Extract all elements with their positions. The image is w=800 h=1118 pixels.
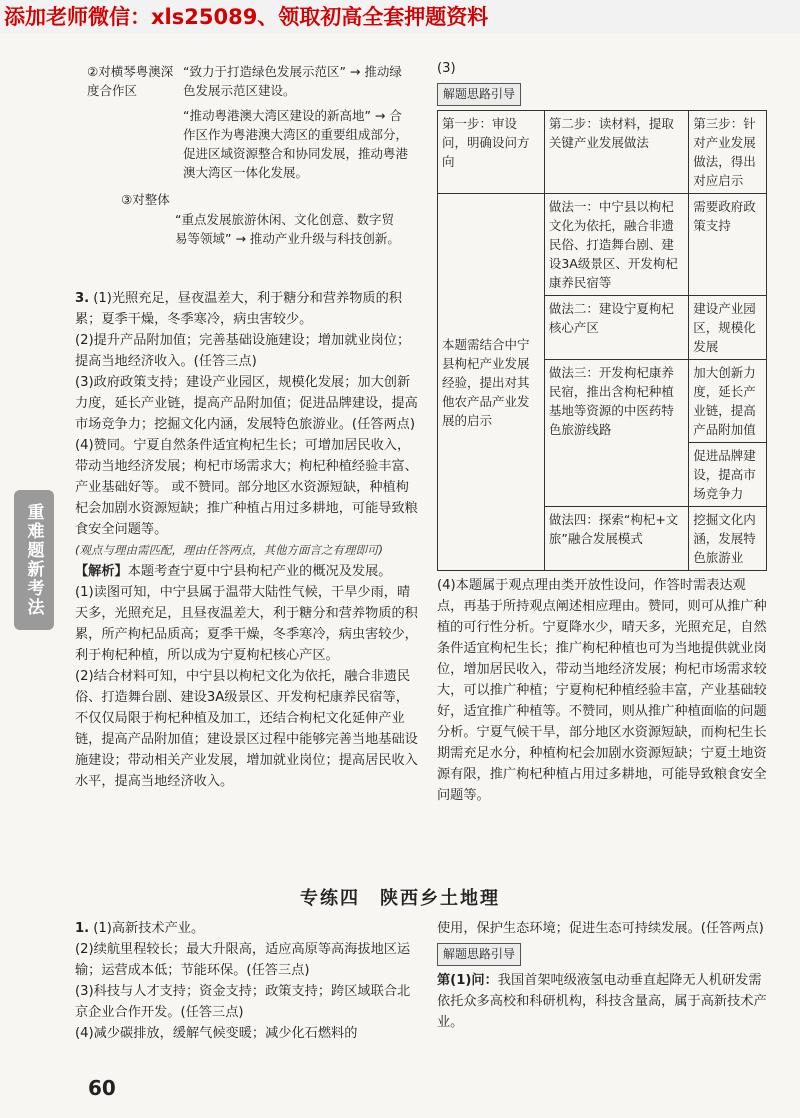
left-column [75, 60, 420, 792]
diagram-line1b: “致力于打造绿色发展示范区” → 推动绿色发展示范区建设。 [183, 64, 402, 98]
table-header-2: 第二步：读材料，提取关键产业发展做法 [544, 111, 688, 194]
q3-number: 3. [75, 291, 90, 306]
q3-4-explain: (4)本题属于观点理由类开放性设问，作答时需表达观点，再基于所持观点阐述相应理由。赞同，则可从推广种植的可行性分析。宁夏降水少，晴天多，光照充足，自然条件适宜枸杞生长；推广枸杞种植也可为当地提供就业岗位，增加居民收入，带动当地经济发展；枸杞市场需求较大，可以推广种植；宁夏枸杞种植经验丰富，产业基础较好，适宜推广种植等。不赞同，则从推广种植面临的问题分析。宁夏气候干旱，部分地区水资源短缺，而枸杞生长期需充足水分，种植枸杞会加剧水资源短缺；宁夏土地资源有限，推广枸杞种植占用过多耕地，可能导致粮食安全问题等。 [437, 578, 767, 803]
steps-table [437, 110, 767, 571]
q3-a2: (2)结合材料可知，中宁县以枸杞文化为依托，融合非遗民俗、打造舞台剧、建设3A级景区、开发枸杞康养民宿等，不仅仅局限于枸杞种植及加工，还结合枸杞文化延伸产业链，提高产品附加值；建设景区过程中能够完善当地基础设施建设；带动相关产业发展，增加就业岗位；提高居民收入水平，提高当地经济收入。 [75, 669, 418, 789]
q1-p3: (3)科技与人才支持；资金支持；政策支持；跨区域联合北京企业合作开发。(任答三点) [75, 984, 411, 1020]
side-tab: 重难题新考法 [14, 490, 54, 630]
hint-badge: 解题思路引导 [437, 83, 521, 106]
q3-p2: (2)提升产品附加值；完善基础设施建设；增加就业岗位；提高当地经济收入。(任答三点) [75, 333, 411, 369]
q1-explain: 第(1)问：我国首架吨级液氢电动垂直起降无人机研发需依托众多高校和科研机构，科技含量高，属于高新技术产业。 [437, 973, 767, 1030]
diagram-line2: “推动粤港澳大湾区建设的新高地” → 合作区作为粤港澳大湾区的重要组成部分，促进区域资源整合和协同发展，推动粤港澳大湾区一体化发展。 [183, 108, 409, 180]
q3-p4: (4)赞同。宁夏自然条件适宜枸杞生长；可增加居民收入，带动当地经济发展；枸杞市场需求大；枸杞种植经验丰富、产业基础好等。 或不赞同。部分地区水资源短缺，种植枸杞会加剧水资源短缺；推广种植占用过多耕地，可能导致粮食安全问题等。 [75, 438, 418, 537]
bottom-left-column [75, 918, 420, 1044]
page-number: 60 [88, 1076, 116, 1100]
q1-p4-cont: 使用，保护生态环境；促进生态可持续发展。(任答两点) [437, 921, 764, 936]
insight-cell: 加大创新力度，延长产业链，提高产品附加值 [689, 360, 767, 443]
q3-p4-note: (观点与理由需匹配，理由任答两点，其他方面言之有理即可) [75, 543, 383, 557]
table-header-3: 第三步：针对产业发展做法，得出对应启示 [689, 111, 767, 194]
method-cell: 做法四：探索“枸杞+文旅”融合发展模式 [544, 507, 688, 571]
promo-banner: 添加老师微信：xls25089、领取初高全套押题资料 [0, 0, 800, 34]
q1-p1: 1. (1)高新技术产业。 [75, 921, 205, 936]
q3-3-label: (3) [437, 61, 456, 76]
q3-p3: (3)政府政策支持；建设产业园区，规模化发展；加大创新力度，延长产业链，提高产品附加值；促进品牌建设，提高市场竞争力；挖掘文化内涵，发展特色旅游业。(任答两点) [75, 375, 418, 432]
concept-diagram [75, 60, 420, 288]
q3-a1: (1)读图可知，中宁县属于温带大陆性气候，干旱少雨，晴天多，光照充足，且昼夜温差大，利于糖分和营养物质的积累，所产枸杞品质高；夏季干燥，冬季寒冷，病虫害较少，利于枸杞种植，所以成为宁夏枸杞核心产区。 [75, 585, 418, 663]
method-cell: 做法一：中宁县以枸杞文化为依托，融合非遗民俗、打造舞台剧、建设3A级景区、开发枸杞康养民宿等 [544, 194, 688, 296]
q1-p4: (4)减少碳排放，缓解气候变暖；减少化石燃料的 [75, 1026, 358, 1041]
step1-cell: 本题需结合中宁县枸杞产业发展经验，提出对其他农产品产业发展的启示 [438, 194, 545, 571]
q3-analysis: 【解析】本题考查宁夏中宁县枸杞产业的概况及发展。 [75, 564, 392, 579]
hint-badge-2: 解题思路引导 [437, 943, 521, 966]
table-header-1: 第一步：审设问，明确设问方向 [438, 111, 545, 194]
right-column [437, 58, 767, 806]
diagram-line4: “重点发展旅游休闲、文化创意、数字贸易等领域” → 推动产业升级与科技创新。 [175, 212, 400, 246]
method-cell: 做法二：建设宁夏枸杞核心产区 [544, 296, 688, 360]
bottom-right-column [437, 918, 767, 1033]
insight-cell: 促进品牌建设，提高市场竞争力 [689, 443, 767, 507]
insight-cell: 需要政府政策支持 [689, 194, 767, 296]
q3-p1: 3. (1)光照充足，昼夜温差大，利于糖分和营养物质的积累；夏季干燥，冬季寒冷，病虫害较少。 [75, 291, 402, 327]
method-cell: 做法三：开发枸杞康养民宿，推出含枸杞种植基地等资源的中医药特色旅游线路 [544, 360, 688, 507]
diagram-line1: ②对横琴粤澳深度合作区 [87, 64, 174, 98]
section-title: 专练四 陕西乡土地理 [300, 888, 500, 909]
insight-cell: 建设产业园区，规模化发展 [689, 296, 767, 360]
q1-p2: (2)续航里程较长；最大升限高，适应高原等高海拔地区运输；运营成本低；节能环保。(任答三点) [75, 942, 411, 978]
diagram-line3: ③对整体 [121, 192, 170, 207]
insight-cell: 挖掘文化内涵，发展特色旅游业 [689, 507, 767, 571]
